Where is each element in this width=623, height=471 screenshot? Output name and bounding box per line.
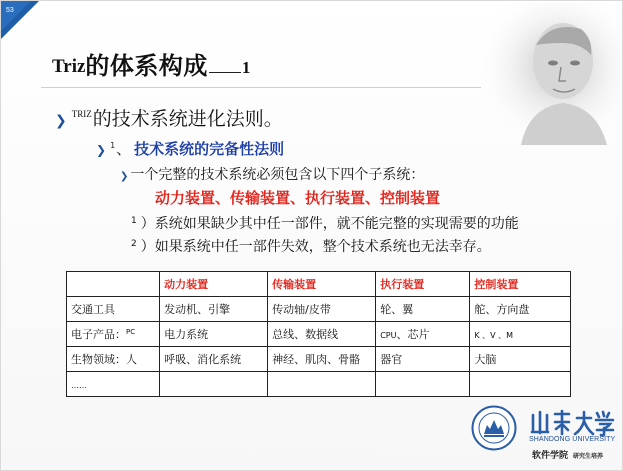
cell-sup: PC: [126, 328, 136, 336]
bullet3-text: 一个完整的技术系统必须包含以下四个子系统：: [130, 167, 425, 183]
cell-text: 、芯片: [396, 328, 430, 341]
table-header-cell: 动力装置: [160, 272, 268, 297]
table-cell: [470, 322, 571, 347]
table-cell: 神经、肌肉、骨骼: [268, 347, 376, 372]
subsystem-table: [66, 271, 571, 397]
table-header-cell: [67, 272, 160, 297]
note-1-number: 1: [131, 216, 137, 226]
table-cell: 器官: [376, 347, 470, 372]
table-cell: 大脑: [470, 347, 571, 372]
chevron-bullet-icon: ❯: [55, 113, 67, 129]
table-cell: 总线、数据线: [268, 322, 376, 347]
table-header-cell: 控制装置: [470, 272, 571, 297]
note-2-number: 2: [131, 239, 137, 249]
cell-text: 电子产品：: [71, 328, 126, 341]
chevron-bullet-icon: ❯: [120, 171, 129, 182]
cell-small: K 、V 、M: [474, 330, 514, 340]
subsystem-list: 动力装置、传输装置、执行装置、控制装置: [155, 189, 441, 207]
note-1: [131, 213, 519, 233]
bullet-level3: [120, 164, 424, 184]
bullet-level2: [96, 138, 284, 159]
university-name-en: SHANDONG UNIVERSITY: [529, 436, 616, 443]
bullet1-sup: TRIZ: [71, 109, 92, 119]
note-1-text: ）系统如果缺少其中任一部件，就不能完整的实现需要的功能: [140, 216, 519, 232]
college-name-main: 软件学院: [532, 451, 569, 461]
bullet2-sup: 1: [110, 141, 116, 150]
title-latin: Triz: [52, 56, 86, 77]
title-dash: [209, 72, 241, 73]
table-row: [67, 322, 571, 347]
table-header-cell: 执行装置: [376, 272, 470, 297]
table-row: [67, 297, 571, 322]
page-number: 53: [6, 7, 14, 14]
bullet-level1: [55, 104, 283, 131]
table-cell: [268, 372, 376, 397]
bullet1-text: 的技术系统进化法则。: [92, 108, 283, 130]
table-cell: 交通工具: [67, 297, 160, 322]
title-divider: [41, 87, 481, 88]
cell-text: ……: [71, 380, 87, 390]
table-cell: 生物领域：人: [67, 347, 160, 372]
table-cell: 传动轴/皮带: [268, 297, 376, 322]
table-cell: [67, 372, 160, 397]
title-main: 的体系构成: [85, 52, 208, 80]
cell-small: CPU: [380, 331, 397, 340]
table-header-cell: 传输装置: [268, 272, 376, 297]
note-2-text: ）如果系统中任一部件失效，整个技术系统也无法幸存。: [140, 239, 491, 255]
title-number: 1: [241, 58, 251, 77]
portrait-photo-icon: [481, 3, 623, 145]
note-2: [131, 236, 491, 256]
university-calligraphy-logo-icon: [529, 409, 615, 437]
table-cell: 呼吸、消化系统: [160, 347, 268, 372]
table-cell: [67, 322, 160, 347]
table-row: [67, 347, 571, 372]
slide-title: [52, 41, 250, 81]
table-cell: [470, 372, 571, 397]
table-cell: [376, 372, 470, 397]
chevron-bullet-icon: ❯: [96, 143, 107, 157]
table-row: [67, 372, 571, 397]
table-cell: 电力系统: [160, 322, 268, 347]
college-name: [532, 448, 603, 461]
college-name-sub: 研究生培养: [573, 453, 604, 460]
table-header-row: [67, 272, 571, 297]
table-cell: 舵、方向盘: [470, 297, 571, 322]
table-cell: [376, 322, 470, 347]
table-cell: 发动机、引擎: [160, 297, 268, 322]
university-seal-logo-icon: [471, 405, 517, 451]
table-cell: [160, 372, 268, 397]
bullet2-sep: 、: [116, 140, 132, 158]
bullet2-text: 技术系统的完备性法则: [134, 140, 285, 158]
table-cell: 轮、翼: [376, 297, 470, 322]
